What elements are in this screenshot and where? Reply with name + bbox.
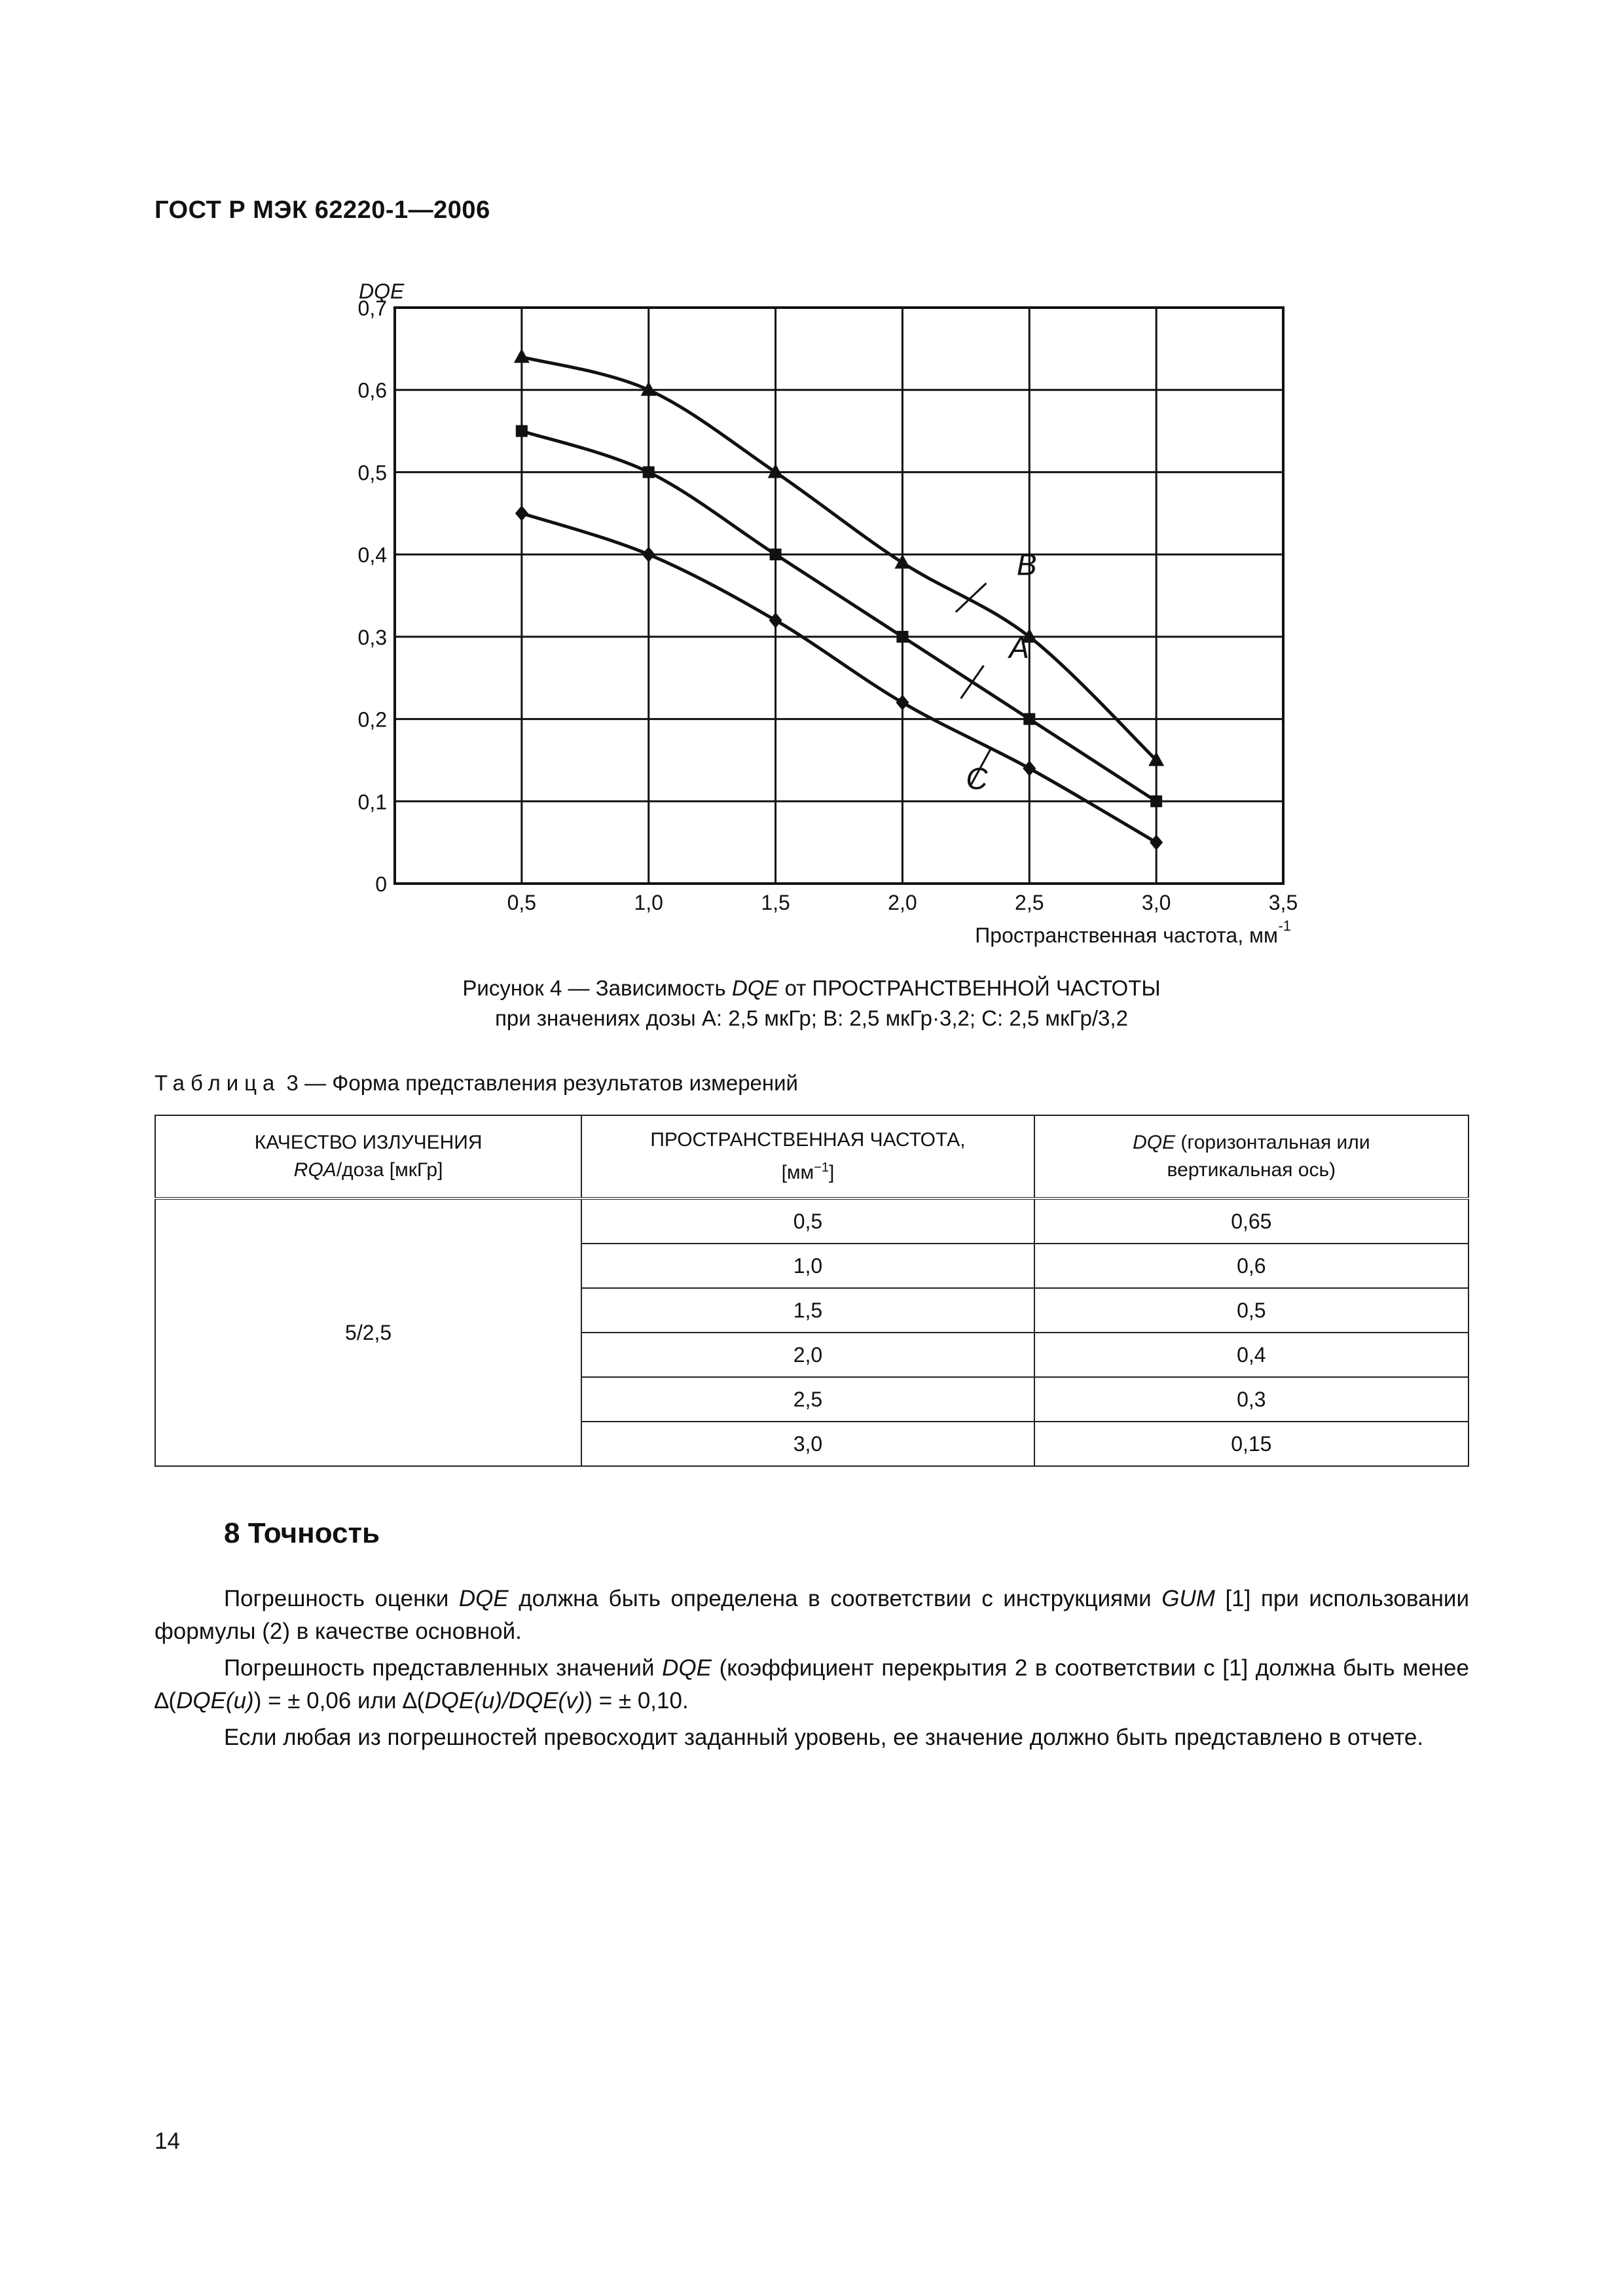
p2-text-d: ) = ± 0,10.	[585, 1688, 689, 1713]
data-point-C	[642, 547, 655, 562]
paragraph-2	[155, 1652, 1469, 1717]
page-number: 14	[155, 2128, 180, 2154]
data-point-A	[1023, 713, 1035, 725]
x-tick-label: 0,5	[507, 891, 537, 914]
dqe-cell: 0,3	[1034, 1377, 1468, 1422]
header-col3-line2: вертикальная ось)	[1167, 1159, 1336, 1181]
dqe-cell: 0,5	[1034, 1288, 1468, 1333]
p1-gum: GUM	[1161, 1586, 1215, 1611]
p2-text-a: Погрешность представленных значений	[224, 1655, 663, 1681]
dqe-chart	[327, 275, 1349, 969]
x-tick-label: 2,5	[1015, 891, 1044, 914]
freq-cell: 2,0	[581, 1333, 1034, 1377]
p1-text-c: [1] при использовании формулы (2) в качестве основной.	[155, 1586, 1469, 1644]
header-col2-sup: −1	[814, 1160, 829, 1175]
header-col1-rqa: RQA	[293, 1159, 337, 1181]
series-label-A: A	[1009, 630, 1029, 665]
data-point-B	[894, 554, 910, 569]
p3-text: Если любая из погрешностей превосходит заданный уровень, ее значение должно быть представлено в отчете.	[224, 1725, 1424, 1750]
series-label-C: C	[966, 761, 988, 796]
header-col2-close: ]	[828, 1162, 835, 1183]
y-tick-label: 0	[375, 872, 387, 896]
data-point-B	[768, 463, 784, 478]
header-col3-dqe: DQE	[1133, 1132, 1176, 1153]
data-point-A	[896, 631, 908, 643]
caption-dqe: DQE	[731, 976, 779, 1000]
table-title-label: Таблица	[155, 1071, 281, 1095]
y-axis-label: DQE	[359, 279, 405, 303]
results-table	[155, 1115, 1469, 1467]
paragraph-1	[155, 1583, 1469, 1648]
table-row	[155, 1198, 1468, 1244]
table-title-text: 3 — Форма представления результатов измерений	[280, 1071, 798, 1095]
freq-cell: 1,5	[581, 1288, 1034, 1333]
p1-text-b: должна быть определена в соответствии с инструкциями	[508, 1586, 1162, 1611]
p2-text-b: (коэффициент перекрытия 2 в соответствии с [1] должна быть менее ∆(	[155, 1655, 1469, 1713]
series-line-B	[522, 357, 1156, 760]
x-axis-label: Пространственная частота, мм	[975, 924, 1278, 947]
freq-cell: 2,5	[581, 1377, 1034, 1422]
p2-text-c: ) = ± 0,06 или ∆(	[253, 1688, 425, 1713]
y-tick-label: 0,6	[357, 378, 387, 403]
p2-formula-2: DQE(u)/DQE(v)	[424, 1688, 585, 1713]
paragraph-3	[155, 1721, 1469, 1754]
quality-cell: 5/2,5	[155, 1198, 581, 1466]
header-col2-unit: [мм	[781, 1162, 814, 1183]
y-tick-label: 0,3	[357, 625, 387, 649]
y-tick-label: 0,7	[357, 296, 387, 320]
p1-text-a: Погрешность оценки	[224, 1586, 459, 1611]
caption-prefix: Рисунок 4 — Зависимость	[462, 976, 732, 1000]
header-col1-line1: КАЧЕСТВО ИЗЛУЧЕНИЯ	[254, 1132, 483, 1153]
header-col1-rest: /доза [мкГр]	[336, 1159, 443, 1181]
dqe-cell: 0,15	[1034, 1422, 1468, 1466]
y-tick-label: 0,2	[357, 708, 387, 732]
figure-caption-line2: при значениях дозы А: 2,5 мкГр; В: 2,5 мкГр·3,2; С: 2,5 мкГр/3,2	[495, 1006, 1128, 1030]
x-tick-label: 2,0	[888, 891, 917, 914]
x-tick-label: 3,5	[1268, 891, 1298, 914]
freq-cell: 0,5	[581, 1198, 1034, 1244]
data-point-C	[769, 613, 782, 628]
series-leader-A	[961, 666, 984, 698]
p2-dqe: DQE	[662, 1655, 712, 1681]
section-title: 8 Точность	[224, 1517, 380, 1549]
x-tick-label: 1,5	[761, 891, 790, 914]
header-col3-rest: (горизонтальная или	[1175, 1132, 1370, 1153]
document-header: ГОСТ Р МЭК 62220-1—2006	[155, 196, 490, 224]
table-header-row	[155, 1115, 1468, 1198]
x-tick-label: 1,0	[634, 891, 663, 914]
dqe-cell: 0,6	[1034, 1244, 1468, 1288]
series-label-B: B	[1016, 547, 1037, 582]
table-title	[155, 1071, 798, 1096]
header-radiation-quality	[155, 1115, 581, 1198]
data-point-C	[1023, 761, 1036, 776]
data-point-B	[514, 348, 530, 363]
p1-dqe: DQE	[458, 1586, 509, 1611]
header-col2-line1: ПРОСТРАНСТВЕННАЯ ЧАСТОТА,	[650, 1129, 966, 1151]
y-tick-label: 0,4	[357, 543, 387, 567]
y-tick-label: 0,1	[357, 790, 387, 814]
data-point-C	[1150, 834, 1163, 850]
data-point-C	[896, 694, 909, 710]
series-line-C	[522, 513, 1156, 842]
data-point-C	[515, 505, 528, 521]
freq-cell: 3,0	[581, 1422, 1034, 1466]
series-line-A	[522, 431, 1156, 802]
dqe-cell: 0,65	[1034, 1198, 1468, 1244]
figure-caption	[0, 974, 1623, 1003]
data-point-A	[770, 548, 782, 560]
freq-cell: 1,0	[581, 1244, 1034, 1288]
x-axis-label-sup: -1	[1278, 918, 1291, 934]
data-point-A	[516, 425, 528, 437]
header-spatial-frequency	[581, 1115, 1034, 1198]
y-tick-label: 0,5	[357, 461, 387, 485]
data-point-A	[643, 466, 655, 478]
caption-suffix: от ПРОСТРАНСТВЕННОЙ ЧАСТОТЫ	[778, 976, 1161, 1000]
p2-formula-1: DQE(u)	[176, 1688, 254, 1713]
header-dqe	[1034, 1115, 1468, 1198]
dqe-cell: 0,4	[1034, 1333, 1468, 1377]
x-tick-label: 3,0	[1141, 891, 1171, 914]
data-point-A	[1150, 795, 1162, 807]
